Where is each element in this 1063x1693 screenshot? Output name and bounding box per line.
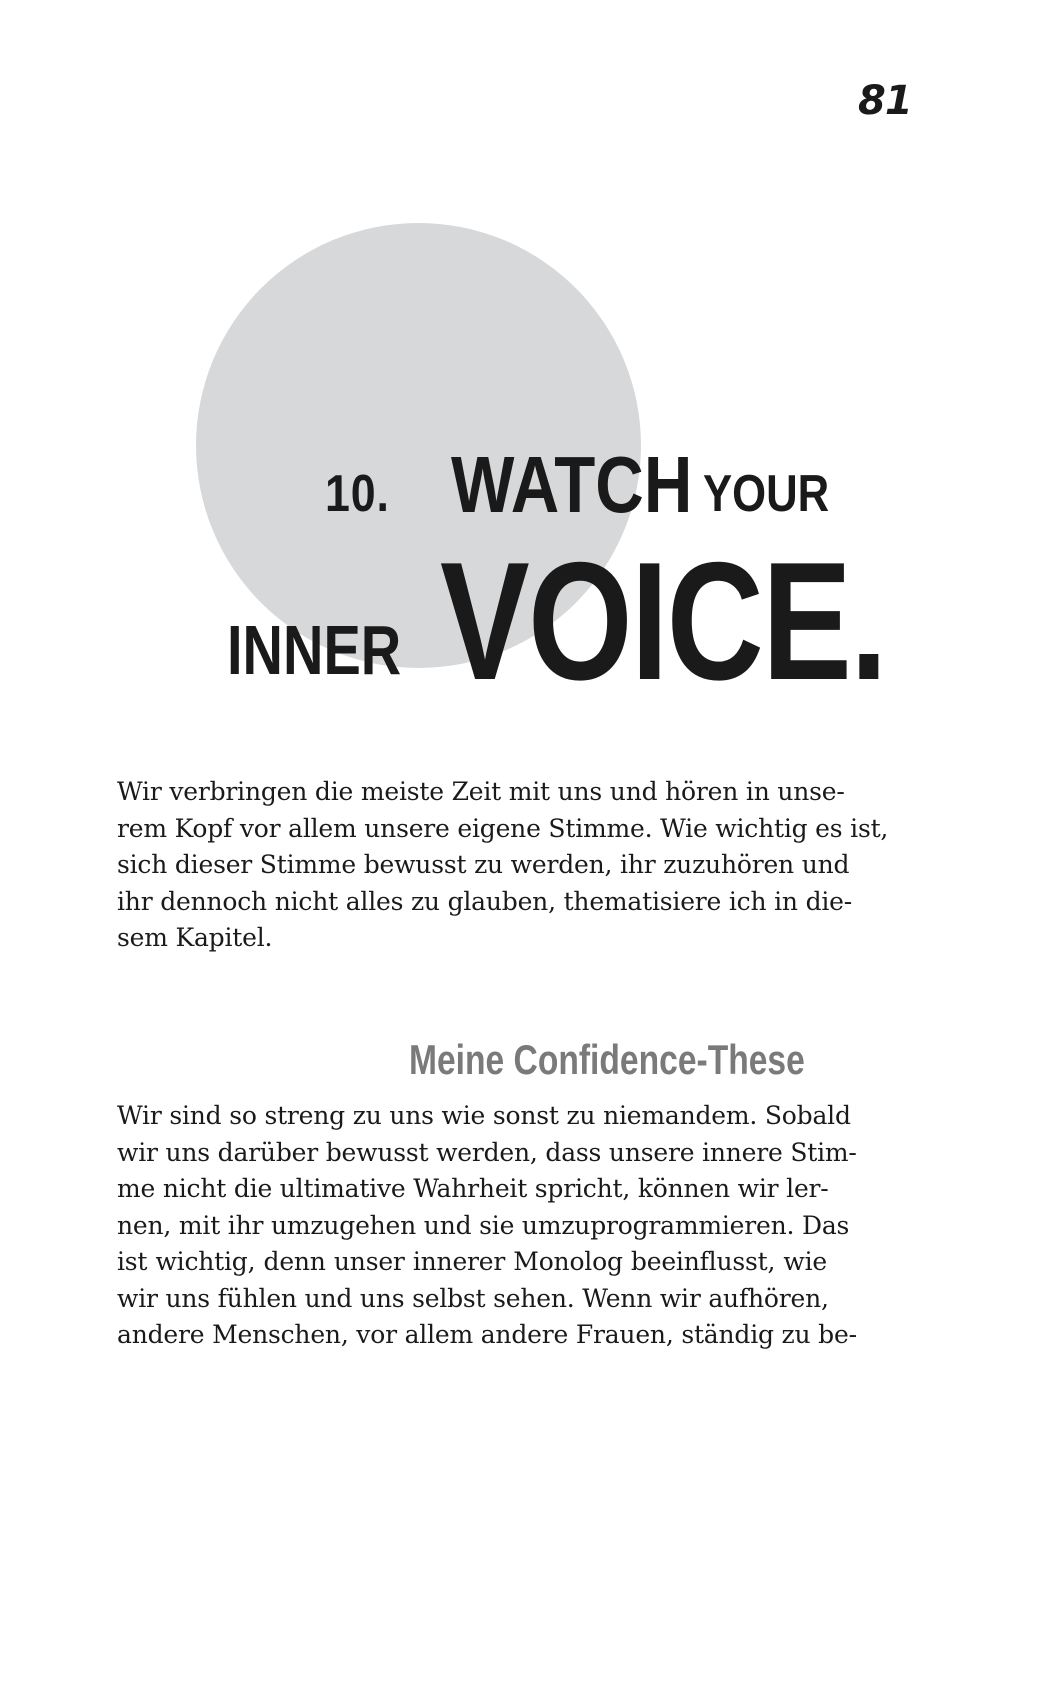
- intro-line: sich dieser Stimme bewusst zu werden, ihr zuzuhören und: [117, 850, 850, 879]
- section-line: Wir sind so streng zu uns wie sonst zu niemandem. Sobald: [117, 1101, 851, 1130]
- intro-paragraph: [117, 774, 889, 957]
- section-line: nen, mit ihr umzugehen und sie umzuprogrammieren. Das: [117, 1210, 850, 1240]
- page-number: 81: [858, 78, 912, 124]
- section-paragraph: [117, 1098, 857, 1354]
- chapter-title-inner: INNER: [227, 611, 402, 689]
- section-line: wir uns darüber bewusst werden, dass unsere innere Stim-: [117, 1137, 857, 1167]
- intro-line: rem Kopf vor allem unsere eigene Stimme. Wie wichtig es ist,: [117, 813, 889, 843]
- chapter-title-your: YOUR: [703, 465, 830, 523]
- section-heading: Meine Confidence-These: [409, 1036, 805, 1083]
- section-line: ist wichtig, denn unser innerer Monolog beeinflusst, wie: [117, 1247, 827, 1276]
- intro-line: ihr dennoch nicht alles zu glauben, thematisiere ich in die-: [117, 886, 853, 916]
- section-line: me nicht die ultimative Wahrheit spricht, können wir ler-: [117, 1174, 829, 1203]
- section-line: andere Menschen, vor allem andere Frauen, ständig zu be-: [117, 1320, 857, 1349]
- chapter-title-voice: VOICE.: [440, 527, 886, 715]
- section-line: wir uns fühlen und uns selbst sehen. Wenn wir aufhören,: [117, 1283, 829, 1313]
- chapter-number: 10.: [325, 465, 390, 523]
- intro-line: Wir verbringen die meiste Zeit mit uns und hören in unse-: [117, 777, 845, 806]
- chapter-title-watch: WATCH: [451, 440, 693, 529]
- intro-line: sem Kapitel.: [117, 923, 273, 952]
